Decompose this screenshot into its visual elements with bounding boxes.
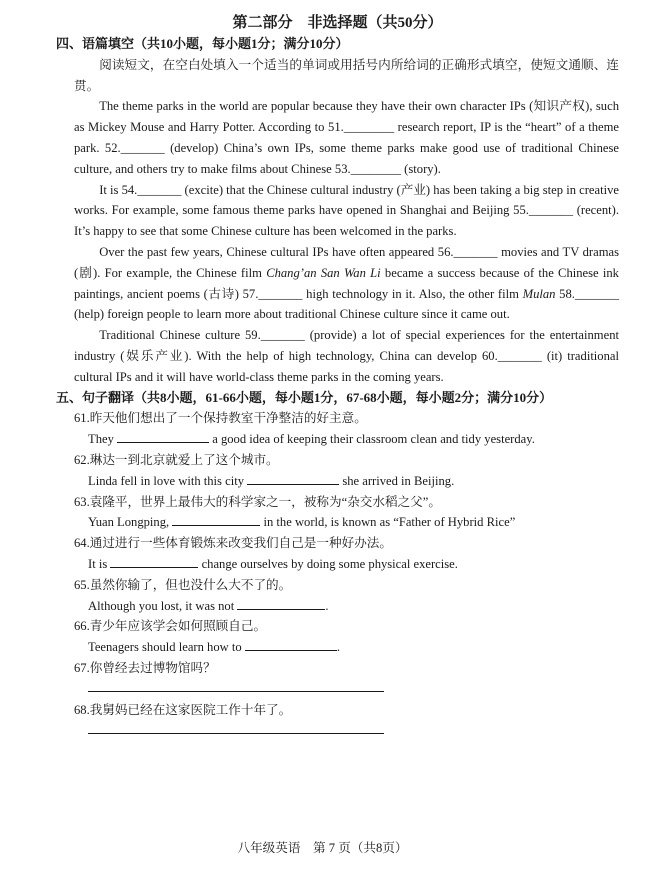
section-5-heading: 五、句子翻译（共8小题，61-66小题，每小题1分，67-68小题，每小题2分；满分10分） [56, 389, 553, 405]
answer-65 [74, 596, 619, 617]
question-65: 65.虽然你输了，但也没什么大不了的。 [74, 577, 292, 592]
answer-64-start: It is [88, 556, 108, 571]
answer-63-end: in the world, is known as “Father of Hybrid Rice” [263, 515, 516, 530]
answer-66-blank[interactable] [245, 637, 337, 651]
answer-65-blank[interactable] [237, 596, 325, 610]
part-title: 第二部分 非选择题（共50分） [232, 15, 443, 31]
question-68: 68.我舅妈已经在这家医院工作十年了。 [74, 702, 292, 717]
p3-part-c: 58._______ (help) foreign people to learn more about traditional Chinese culture since it came out. [74, 286, 619, 322]
passage-paragraph-1: The theme parks in the world are popular because they have their own character IPs (知识产权), such as Mickey Mouse and Harry Potter. According to 51.________ research report, IP is the “heart” of a theme park. 52._______ (develop) China’s own IPs, some theme parks make good use of traditional Chinese culture, and others try to make films about Chinese 53.________ (story). [74, 99, 619, 176]
passage-paragraph-4: Traditional Chinese culture 59._______ (provide) a lot of special experiences for the entertainment industry (娱乐产业). With the help of high technology, China can develop 60._______ (it) traditional cultural IPs and it will have world-class theme parks in the coming years. [74, 328, 619, 384]
answer-64-blank[interactable] [110, 554, 198, 568]
question-64: 64.通过进行一些体育锻炼来改变我们自己是一种好办法。 [74, 536, 392, 551]
answer-62 [74, 471, 619, 492]
section-4-instruction: 阅读短文，在空白处填入一个适当的单词或用括号内所给词的正确形式填空，使短文通顺、连贯。 [74, 57, 619, 93]
answer-68-line[interactable] [88, 733, 384, 734]
question-62: 62.琳达一到北京就爱上了这个城市。 [74, 452, 279, 467]
answer-62-blank[interactable] [247, 471, 339, 485]
answer-66-start: Teenagers should learn how to [88, 640, 242, 655]
film-title-mulan: Mulan [522, 286, 556, 301]
answer-66 [74, 637, 619, 658]
question-67: 67.你曾经去过博物馆吗？ [74, 660, 216, 675]
film-title-changan: Chang’an San Wan Li [266, 265, 381, 280]
answer-61-end: a good idea of keeping their classroom clean and tidy yesterday. [212, 432, 535, 447]
answer-64-end: change ourselves by doing some physical exercise. [201, 556, 458, 571]
answer-61-blank[interactable] [117, 429, 209, 443]
page-footer: 八年级英语 第 7 页（共8页） [237, 841, 408, 855]
answer-61 [74, 429, 619, 450]
p3-part-a: Over the past few years, Chinese cultural IPs have often appeared 56._______ movies and TV dramas (剧). For example, the Chinese film [74, 244, 619, 280]
answer-62-end: she arrived in Beijing. [342, 473, 455, 488]
answer-64 [74, 554, 619, 575]
answer-63-start: Yuan Longping, [88, 515, 170, 530]
question-66: 66.青少年应该学会如何照顾自己。 [74, 619, 267, 634]
passage-paragraph-2: It is 54._______ (excite) that the Chinese cultural industry (产业) has been taking a big step in creative works. For example, some famous theme parks have opened in Shanghai and Beijing 55._______ (recent). It’s happy to see that some Chinese culture has been welcomed in the parks. [74, 182, 619, 239]
answer-61-start: They [88, 432, 114, 447]
question-61: 61.昨天他们想出了一个保持教室干净整洁的好主意。 [74, 411, 367, 426]
answer-65-end: . [325, 598, 329, 613]
section-4-heading: 四、语篇填空（共10小题，每小题1分；满分10分） [56, 36, 349, 51]
question-63: 63.袁隆平，世界上最伟大的科学家之一，被称为“杂交水稻之父”。 [74, 494, 441, 509]
answer-66-end: . [336, 640, 341, 655]
p3-part-b: became a success because of the Chinese ink paintings, ancient poems (古诗) 57._______ high technology in it. Also, the other film [74, 265, 619, 301]
answer-62-start: Linda fell in love with this city [88, 473, 244, 488]
answer-65-start: Although you lost, it was not [88, 598, 235, 613]
answer-63-blank[interactable] [172, 512, 260, 526]
answer-63 [74, 512, 619, 533]
passage-paragraph-3 [74, 242, 619, 325]
